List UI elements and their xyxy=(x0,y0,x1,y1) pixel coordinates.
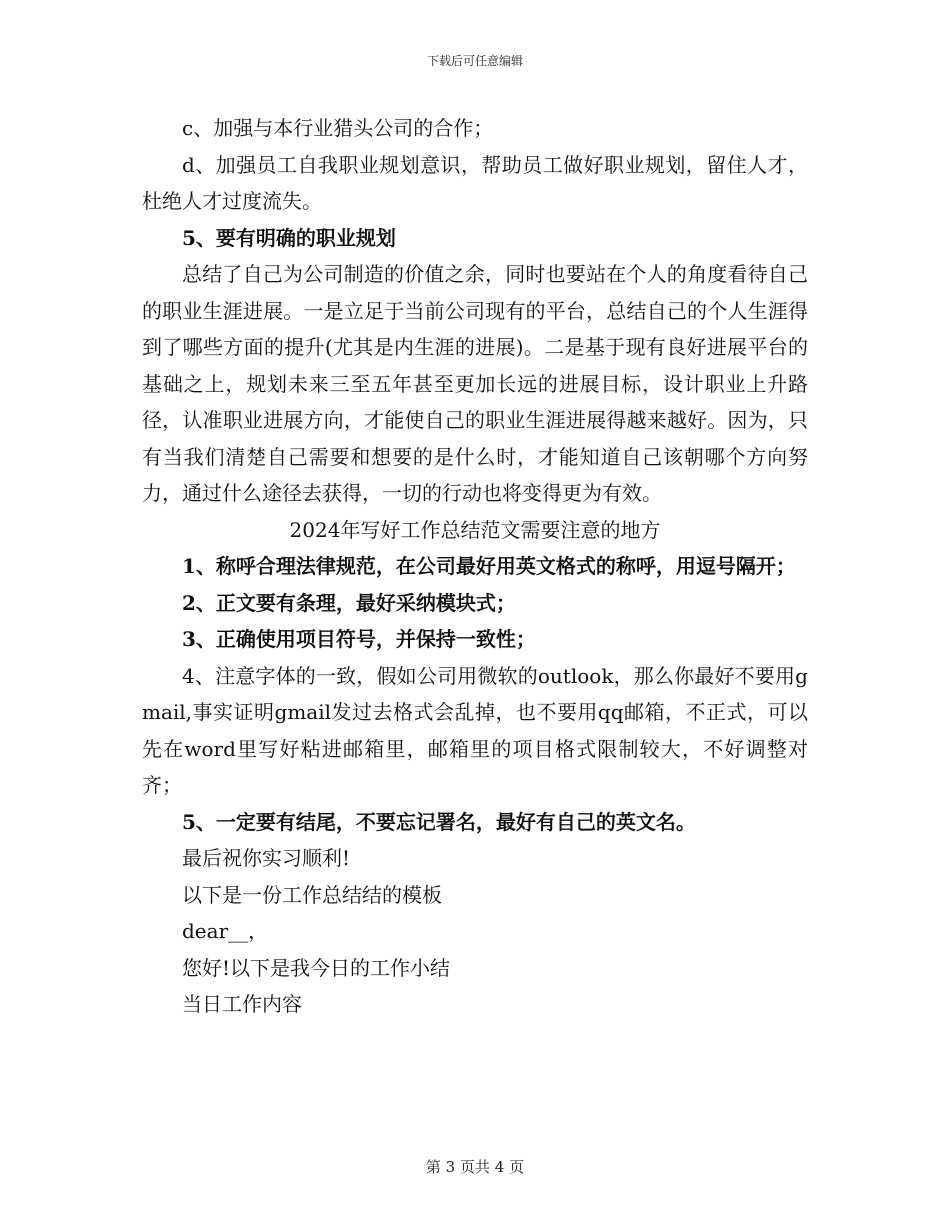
template-greeting: 您好!以下是我今日的工作小结 xyxy=(182,955,451,980)
template-work-content: 当日工作内容 xyxy=(182,992,302,1016)
page-footer: 第 3 页共 4 页 xyxy=(425,1158,525,1176)
closing-wish: 最后祝你实习顺利! xyxy=(182,846,351,870)
section-title: 2024年写好工作总结范文需要注意的地方 xyxy=(289,517,661,542)
tip-2: 2、正文要有条理，最好采纳模块式； xyxy=(182,590,516,615)
tip-5: 5、一定要有结尾，不要忘记署名，最好有自己的英文名。 xyxy=(182,809,696,834)
paragraph-d: d、加强员工自我职业规划意识，帮助员工做好职业规划，留住人才，杜绝人才过度流失。 xyxy=(142,152,808,213)
template-salutation: dear__， xyxy=(182,919,269,943)
tip-3: 3、正确使用项目符号，并保持一致性； xyxy=(182,627,536,651)
paragraph-c: c、加强与本行业猎头公司的合作； xyxy=(182,116,494,140)
template-intro: 以下是一份工作总结结的模板 xyxy=(182,882,442,907)
paragraph-career-planning: 总结了自己为公司制造的价值之余，同时也要站在个人的角度看待自己的职业生涯进展。一是立足于当前公司现有的平台，总结自己的个人生涯得到了哪些方面的提升(尤其是内生涯的进展)。二是基于现有良好进展平台的基础之上，规划未来三至五年甚至更加长远的进展目标，设计职业上升路径，认准职业进展方向，才能使自己的职业生涯进展得越来越好。因为，只有当我们清楚自己需要和想要的是什么时，才能知道自己该朝哪个方向努力，通过什么途径去获得，一切的行动也将变得更为有效。 xyxy=(142,262,808,505)
tip-4: 4、注意字体的一致，假如公司用微软的outlook，那么你最好不要用gmail,事实证明gmail发过去格式会乱掉，也不要用qq邮箱，不正式，可以先在word里写好粘进邮箱里，邮箱里的项目格式限制较大，不好调整对齐； xyxy=(142,663,808,797)
tip-1: 1、称呼合理法律规范，在公司最好用英文格式的称呼，用逗号隔开； xyxy=(182,554,796,578)
section-heading-5: 5、要有明确的职业规划 xyxy=(182,225,396,250)
page-header: 下载后可任意编辑 xyxy=(426,54,523,68)
document-body xyxy=(142,110,808,1023)
